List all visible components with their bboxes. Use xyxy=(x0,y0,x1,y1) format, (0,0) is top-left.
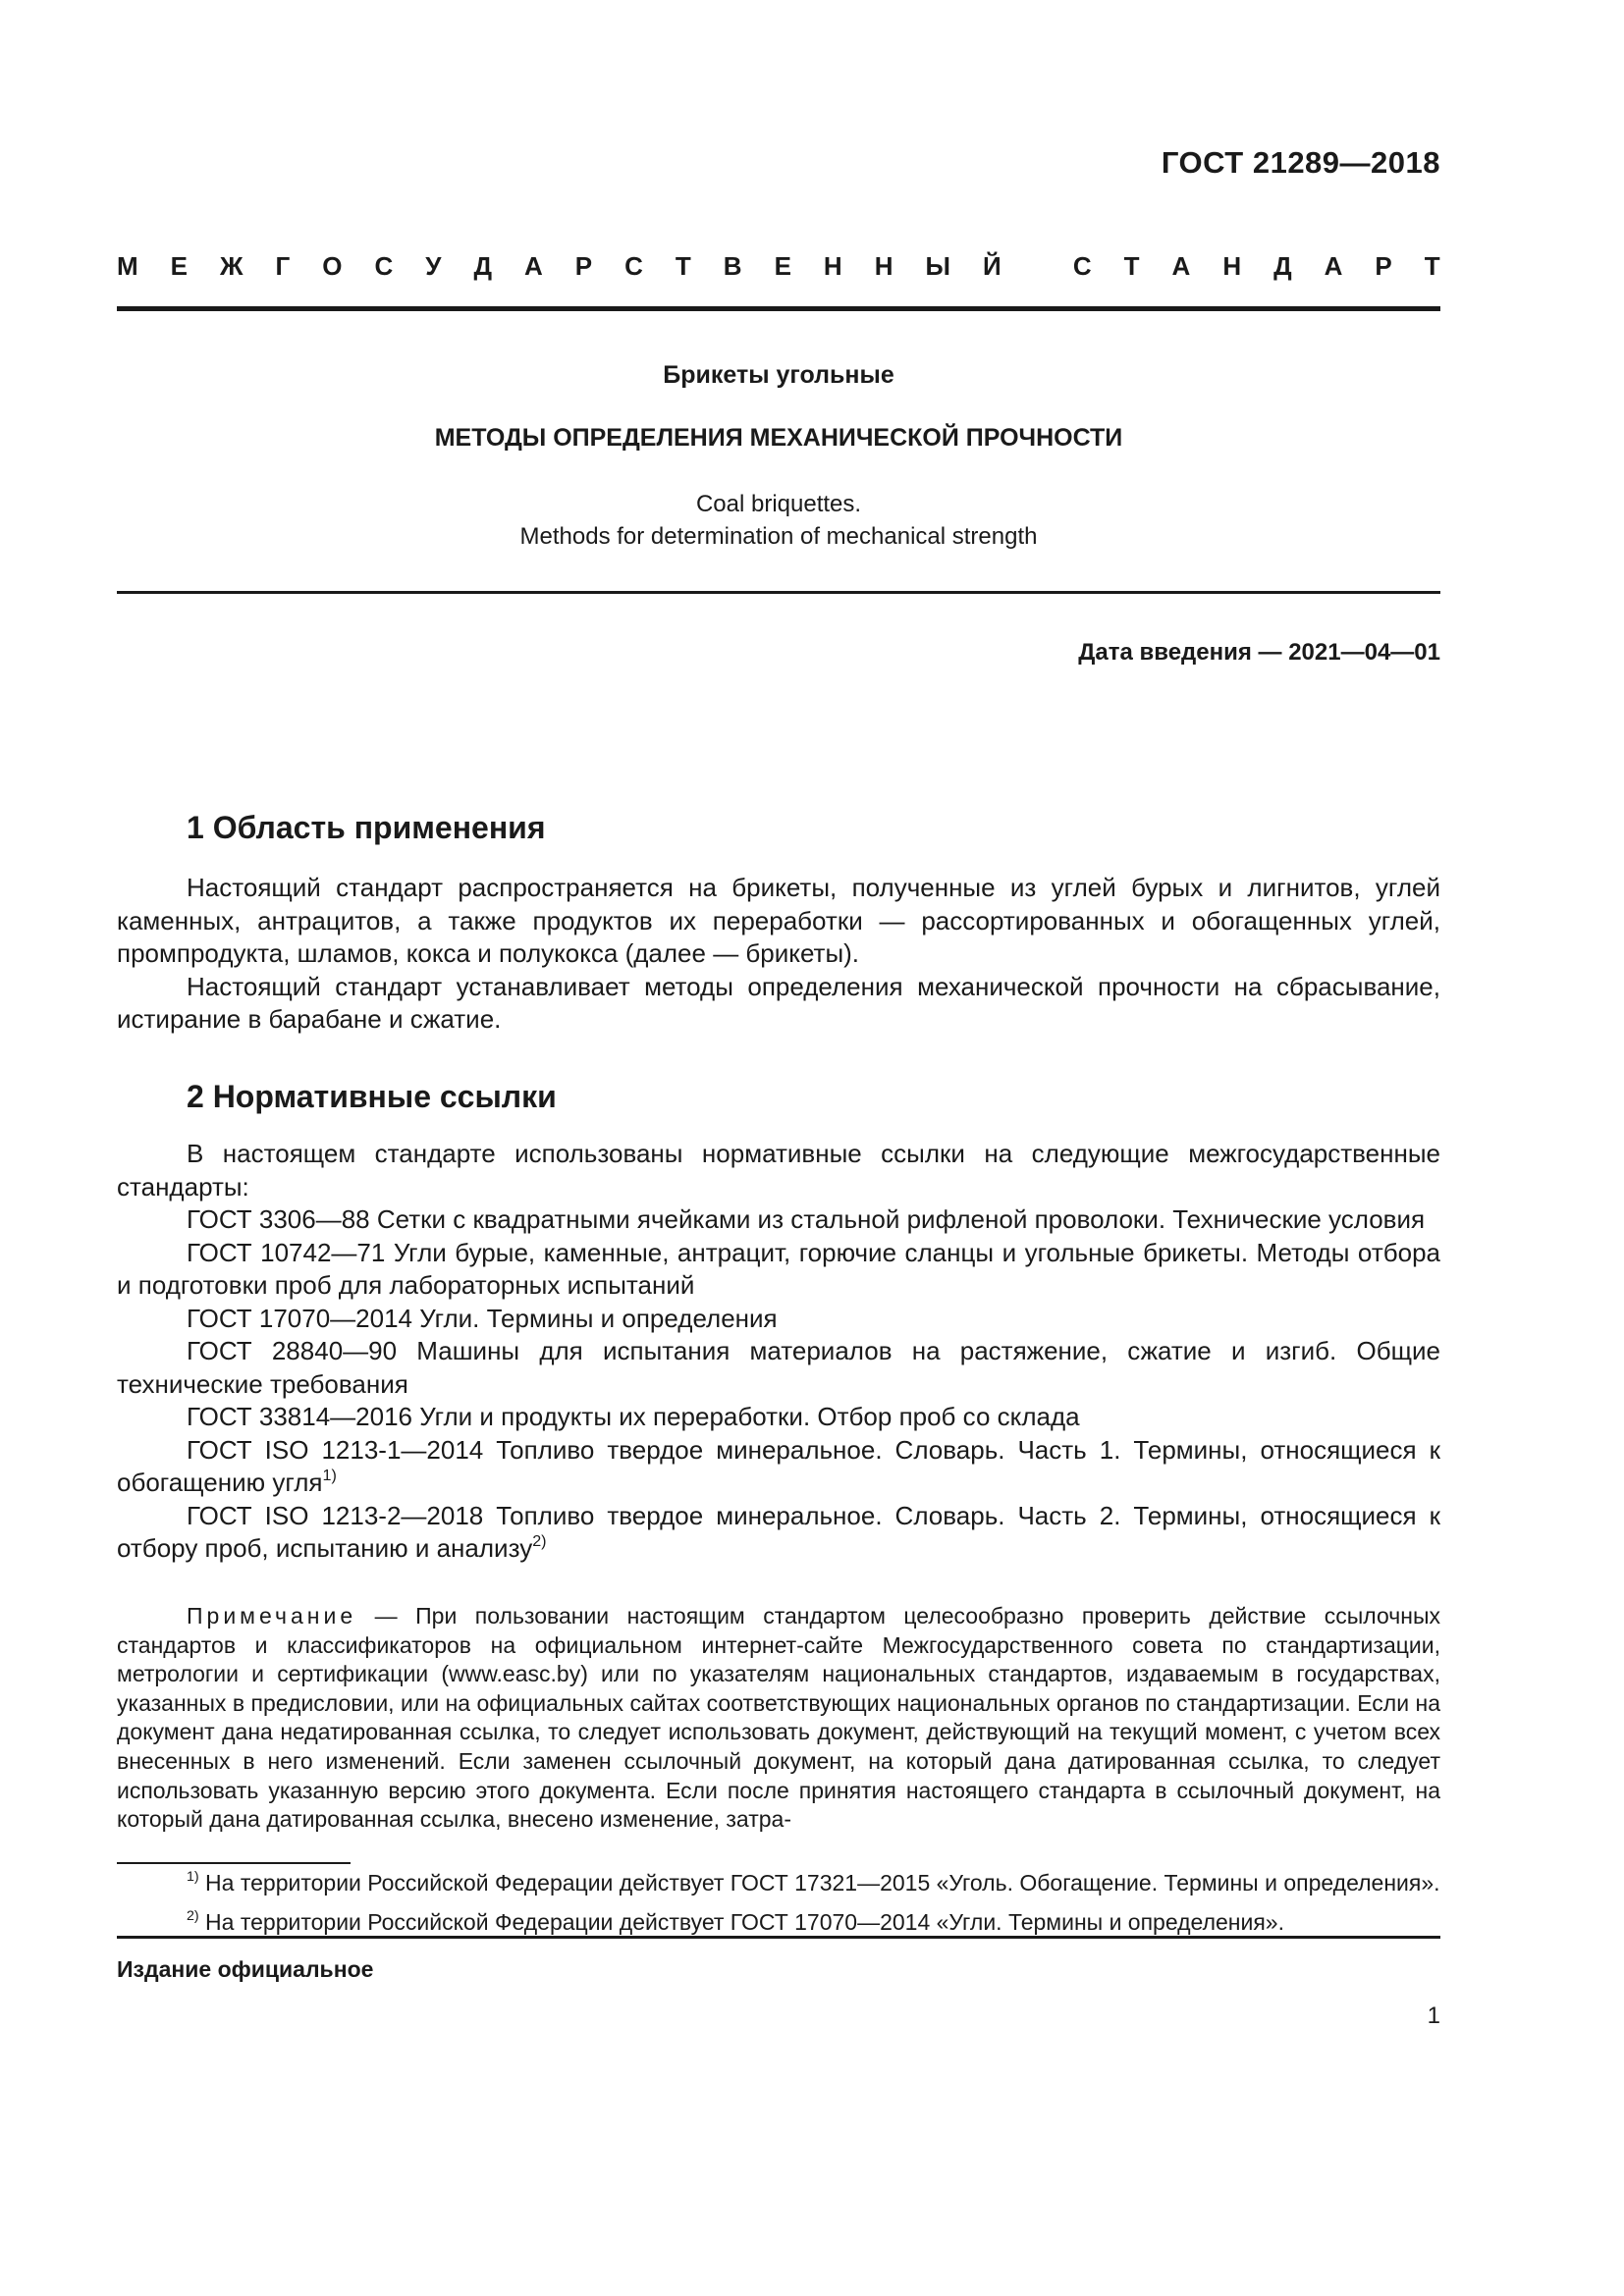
footnote-mark: 1) xyxy=(187,1868,199,1885)
title-subject-ru: Брикеты угольные xyxy=(663,361,894,389)
interstate-label-letter: Р xyxy=(574,251,593,281)
interstate-label-letter: Р xyxy=(1375,251,1392,281)
footnote-marker[interactable]: 2) xyxy=(532,1531,547,1550)
interstate-label-letter: Ж xyxy=(220,251,244,281)
footnotes xyxy=(117,1868,1440,1937)
reference-item: ГОСТ 3306—88 Сетки с квадратными ячейками из стальной рифленой проволоки. Технические условия xyxy=(187,1204,1426,1234)
interstate-standard-label xyxy=(117,251,1440,282)
interstate-label-letter: О xyxy=(322,251,343,281)
reference-item: ГОСТ 10742—71 Угли бурые, каменные, антрацит, горючие сланцы и угольные брикеты. Методы отбора и подготовки проб для лабораторных испытаний xyxy=(117,1237,1440,1300)
interstate-label-letter: У xyxy=(425,251,442,281)
footer-rule xyxy=(117,1936,1440,1939)
section-2-body xyxy=(117,1138,1440,1566)
interstate-label-letter: Д xyxy=(1273,251,1292,281)
interstate-label-letter: В xyxy=(723,251,742,281)
section-1-paragraph: Настоящий стандарт устанавливает методы определения механической прочности на сбрасывание, истирание в барабане и сжатие. xyxy=(117,971,1440,1034)
official-edition-label: Издание официальное xyxy=(117,1956,374,1982)
interstate-label-letter: Й xyxy=(982,251,1001,281)
footnote: $^{2)}$ На территории Российской Федерации действует ГОСТ 17070—2014 «Угли. Термины и определения». xyxy=(187,1907,1284,1935)
section-2-heading: 2 Нормативные ссылки xyxy=(187,1079,557,1114)
footnote-rule xyxy=(117,1862,351,1864)
interstate-label-letter: Т xyxy=(1123,251,1140,281)
interstate-label-letter: Т xyxy=(675,251,691,281)
header-rule xyxy=(117,306,1440,311)
reference-item: ГОСТ 33814—2016 Угли и продукты их переработки. Отбор проб со склада xyxy=(187,1402,1080,1431)
footnote-mark: 2) xyxy=(187,1907,199,1924)
title-rule xyxy=(117,591,1440,594)
section-1-heading: 1 Область применения xyxy=(187,810,546,845)
reference-item: ГОСТ 17070—2014 Угли. Термины и определения xyxy=(187,1303,778,1333)
interstate-label-letter: Ы xyxy=(925,251,950,281)
interstate-label-letter: Н xyxy=(874,251,893,281)
document-number: ГОСТ 21289—2018 xyxy=(1161,145,1440,180)
interstate-label-letter xyxy=(1034,251,1041,282)
title-name-en: Methods for determination of mechanical strength xyxy=(519,523,1038,550)
interstate-label-letter: С xyxy=(1072,251,1092,281)
title-name-ru: МЕТОДЫ ОПРЕДЕЛЕНИЯ МЕХАНИЧЕСКОЙ ПРОЧНОСТИ xyxy=(434,424,1123,452)
footnote-marker[interactable]: 1) xyxy=(322,1466,337,1484)
title-subject-en: Coal briquettes. xyxy=(695,491,862,517)
interstate-label-letter: Т xyxy=(1424,251,1440,281)
interstate-label-letter: Н xyxy=(1222,251,1242,281)
interstate-label-letter: А xyxy=(1324,251,1343,281)
interstate-label-letter: М xyxy=(117,251,138,281)
interstate-label-letter: С xyxy=(374,251,394,281)
reference-item: ГОСТ ISO 1213-2—2018 Топливо твердое минеральное. Словарь. Часть 2. Термины, относящиеся к отбору проб, испытанию и анализу$^{2)}$ xyxy=(117,1500,1440,1563)
note-label: Примечание xyxy=(187,1603,357,1629)
footnote: $^{1)}$ На территории Российской Федерации действует ГОСТ 17321—2015 «Уголь. Обогащение. Термины и определения». xyxy=(187,1868,1440,1896)
section-1-paragraph: Настоящий стандарт распространяется на брикеты, полученные из углей бурых и лигнитов, углей каменных, антрацитов, а также продуктов их переработки — рассортированных и обогащенных углей, промпродукта, шламов, кокса и полукокса (далее — брикеты). xyxy=(117,873,1440,968)
interstate-label-letter: А xyxy=(1171,251,1191,281)
section-2-note xyxy=(117,1602,1440,1835)
title-english xyxy=(117,488,1440,553)
page-number: 1 xyxy=(1427,2002,1440,2029)
introduction-date: Дата введения — 2021—04—01 xyxy=(1078,639,1440,666)
interstate-label-letter: Д xyxy=(473,251,492,281)
note-text: — При пользовании настоящим стандартом целесообразно проверить действие ссылочных стандартов и классификаторов на официальном интернет-сайте Межгосударственного совета по стандартизации, метрологии и сертификации (www.easc.by) или по указателям национальных стандартов, издаваемым в государствах, указанных в предисловии, или на официальных сайтах соответствующих национальных органов по стандартизации. Если на документ дана недатированная ссылка, то следует использовать документ, действующий на текущий момент, с учетом всех внесенных в него изменений. Если заменен ссылочный документ, на который дана датированная ссылка, то следует использовать указанную версию этого документа. Если после принятия настоящего стандарта в ссылочный документ, на который дана датированная ссылка, внесено изменение, затра- xyxy=(117,1603,1440,1833)
interstate-label-letter: С xyxy=(624,251,643,281)
interstate-label-letter: А xyxy=(524,251,543,281)
interstate-label-letter: Н xyxy=(823,251,842,281)
reference-item: ГОСТ 28840—90 Машины для испытания материалов на растяжение, сжатие и изгиб. Общие технические требования xyxy=(117,1336,1440,1399)
reference-item: ГОСТ ISO 1213-1—2014 Топливо твердое минеральное. Словарь. Часть 1. Термины, относящиеся к обогащению угля$^{1)}$ xyxy=(117,1434,1440,1497)
interstate-label-letter: Е xyxy=(774,251,791,281)
section-2-intro: В настоящем стандарте использованы нормативные ссылки на следующие межгосударственные стандарты: xyxy=(117,1139,1440,1201)
interstate-label-letter: Е xyxy=(170,251,189,281)
section-1-body xyxy=(117,872,1440,1037)
interstate-label-letter: Г xyxy=(275,251,291,281)
